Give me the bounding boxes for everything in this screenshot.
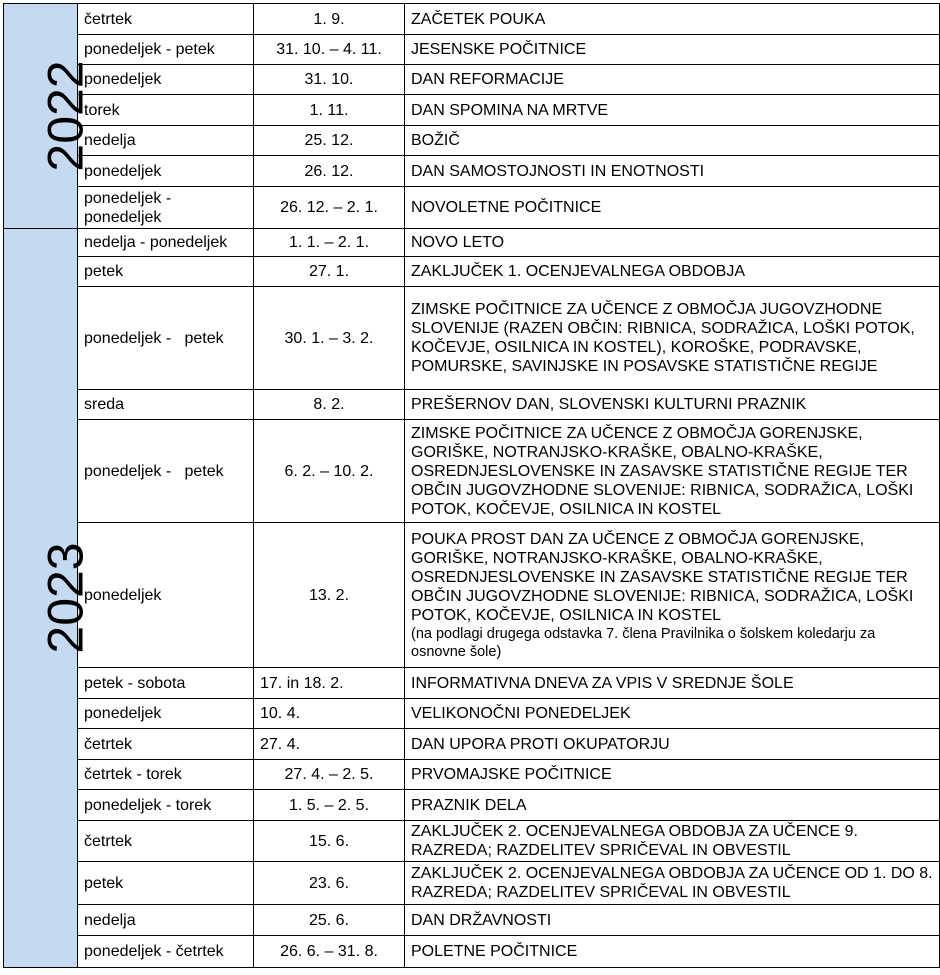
description-cell: ZAKLJUČEK 2. OCENJEVALNEGA OBDOBJA ZA UČENCE OD 1. DO 8. RAZREDA; RAZDELITEV SPRIČEVAL IN OBVESTIL <box>405 862 940 905</box>
date-cell: 10. 4. <box>254 699 405 729</box>
description-cell: PRAZNIK DELA <box>405 790 940 821</box>
table-row <box>4 699 940 729</box>
date-cell: 25. 6. <box>254 905 405 936</box>
description-cell: BOŽIČ <box>405 126 940 156</box>
date-cell: 31. 10. <box>254 65 405 95</box>
day-cell: petek - sobota <box>78 668 254 699</box>
description-cell: ZAKLJUČEK 2. OCENJEVALNEGA OBDOBJA ZA UČENCE 9. RAZREDA; RAZDELITEV SPRIČEVAL IN OBVESTIL <box>405 821 940 862</box>
day-cell: sreda <box>78 390 254 420</box>
table-row <box>4 523 940 668</box>
day-cell: nedelja - ponedeljek <box>78 229 254 257</box>
day-cell: četrtek <box>78 4 254 35</box>
table-row <box>4 862 940 905</box>
description-text: POUKA PROST DAN ZA UČENCE Z OBMOČJA GORENJSKE, GORIŠKE, NOTRANJSKO-KRAŠKE, OBALNO-KRAŠKE, OSREDNJESLOVENSKE IN ZASAVSKE STATISTIČNE REGIJE TER OBČIN JUGOVZHODNE SLOVENIJE: RIBNICA, SODRAŽICA, LOŠKI POTOK, KOČEVJE, OSILNICA IN KOSTEL <box>411 530 914 624</box>
date-cell: 1. 11. <box>254 95 405 126</box>
date-cell: 15. 6. <box>254 821 405 862</box>
date-cell: 27. 4. <box>254 729 405 760</box>
day-cell: ponedeljek <box>78 699 254 729</box>
day-cell: ponedeljek - torek <box>78 790 254 821</box>
day-cell: ponedeljek - ponedeljek <box>78 187 254 229</box>
date-cell: 13. 2. <box>254 523 405 668</box>
table-row <box>4 95 940 126</box>
table-row <box>4 257 940 287</box>
date-cell: 31. 10. – 4. 11. <box>254 35 405 65</box>
date-cell: 30. 1. – 3. 2. <box>254 287 405 390</box>
description-cell: DAN SPOMINA NA MRTVE <box>405 95 940 126</box>
date-cell: 8. 2. <box>254 390 405 420</box>
year-cell-2022 <box>4 4 94 229</box>
day-cell: nedelja <box>78 126 254 156</box>
date-cell: 26. 6. – 31. 8. <box>254 936 405 968</box>
description-cell: DAN UPORA PROTI OKUPATORJU <box>405 729 940 760</box>
description-cell: NOVO LETO <box>405 229 940 257</box>
date-cell: 23. 6. <box>254 862 405 905</box>
description-cell: DAN SAMOSTOJNOSTI IN ENOTNOSTI <box>405 156 940 187</box>
description-cell: ZIMSKE POČITNICE ZA UČENCE Z OBMOČJA JUGOVZHODNE SLOVENIJE (RAZEN OBČIN: RIBNICA, SODRAŽICA, LOŠKI POTOK, KOČEVJE, OSILNICA IN KOSTEL), KOROŠKE, PODRAVSKE, POMURSKE, SAVINJSKE IN POSAVSKE STATISTIČNE REGIJE <box>405 287 940 390</box>
table-row <box>4 390 940 420</box>
date-cell: 25. 12. <box>254 126 405 156</box>
date-cell: 1. 9. <box>254 4 405 35</box>
table-row <box>4 187 940 229</box>
table-row <box>4 65 940 95</box>
day-cell: ponedeljek - petek <box>78 420 254 523</box>
day-cell: nedelja <box>78 905 254 936</box>
day-cell: ponedeljek - četrtek <box>78 936 254 968</box>
description-cell: DAN REFORMACIJE <box>405 65 940 95</box>
day-cell: ponedeljek - petek <box>78 287 254 390</box>
description-cell: POLETNE POČITNICE <box>405 936 940 968</box>
day-cell: ponedeljek <box>78 156 254 187</box>
description-cell: ZAKLJUČEK 1. OCENJEVALNEGA OBDOBJA <box>405 257 940 287</box>
day-cell: ponedeljek <box>78 65 254 95</box>
date-cell: 17. in 18. 2. <box>254 668 405 699</box>
description-cell: PRVOMAJSKE POČITNICE <box>405 760 940 790</box>
table-row <box>4 35 940 65</box>
table-row <box>4 760 940 790</box>
legal-note: (na podlagi drugega odstavka 7. člena Pravilnika o šolskem koledarju za osnovne šole) <box>411 625 876 660</box>
table-row <box>4 821 940 862</box>
table-row <box>4 229 940 257</box>
day-cell: torek <box>78 95 254 126</box>
date-cell: 27. 1. <box>254 257 405 287</box>
table-row <box>4 4 940 35</box>
date-cell: 1. 1. – 2. 1. <box>254 229 405 257</box>
school-calendar-table <box>3 3 940 968</box>
table-row <box>4 668 940 699</box>
table-row <box>4 420 940 523</box>
description-cell: ZIMSKE POČITNICE ZA UČENCE Z OBMOČJA GORENJSKE, GORIŠKE, NOTRANJSKO-KRAŠKE, OBALNO-KRAŠKE, OSREDNJESLOVENSKE IN ZASAVSKE STATISTIČNE REGIJE TER OBČIN JUGOVZHODNE SLOVENIJE: RIBNICA, SODRAŽICA, LOŠKI POTOK, KOČEVJE, OSILNICA IN KOSTEL <box>405 420 940 523</box>
day-cell: petek <box>78 862 254 905</box>
table-row <box>4 790 940 821</box>
date-cell: 26. 12. <box>254 156 405 187</box>
description-cell: INFORMATIVNA DNEVA ZA VPIS V SREDNJE ŠOLE <box>405 668 940 699</box>
table-row <box>4 905 940 936</box>
table-row <box>4 156 940 187</box>
description-cell: ZAČETEK POUKA <box>405 4 940 35</box>
description-cell: PREŠERNOV DAN, SLOVENSKI KULTURNI PRAZNIK <box>405 390 940 420</box>
day-cell: četrtek <box>78 729 254 760</box>
description-cell <box>405 523 940 668</box>
year-label: 2023 <box>37 542 94 654</box>
date-cell: 6. 2. – 10. 2. <box>254 420 405 523</box>
table-row <box>4 936 940 968</box>
table-row <box>4 126 940 156</box>
date-cell: 26. 12. – 2. 1. <box>254 187 405 229</box>
year-label: 2022 <box>37 60 94 172</box>
description-cell: JESENSKE POČITNICE <box>405 35 940 65</box>
date-cell: 27. 4. – 2. 5. <box>254 760 405 790</box>
table-row <box>4 287 940 390</box>
year-cell-2023 <box>4 229 94 968</box>
day-cell: ponedeljek <box>78 523 254 668</box>
table-row <box>4 729 940 760</box>
day-cell: četrtek <box>78 821 254 862</box>
description-cell: VELIKONOČNI PONEDELJEK <box>405 699 940 729</box>
date-cell: 1. 5. – 2. 5. <box>254 790 405 821</box>
day-cell: petek <box>78 257 254 287</box>
day-cell: ponedeljek - petek <box>78 35 254 65</box>
day-cell: četrtek - torek <box>78 760 254 790</box>
description-cell: DAN DRŽAVNOSTI <box>405 905 940 936</box>
description-cell: NOVOLETNE POČITNICE <box>405 187 940 229</box>
